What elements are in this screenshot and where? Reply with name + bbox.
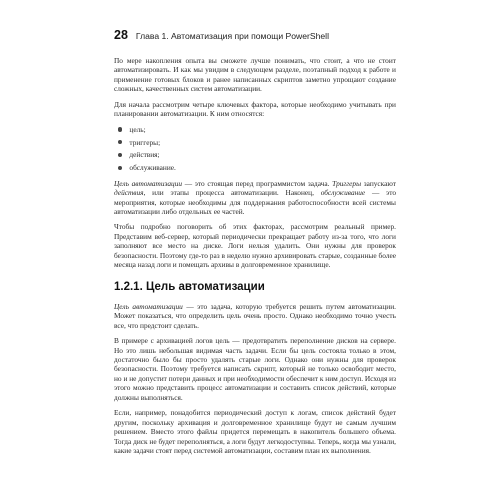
list-item-text: триггеры; bbox=[129, 137, 161, 147]
list-item bbox=[118, 138, 396, 148]
running-head: Глава 1. Автоматизация при помощи PowerShell bbox=[135, 31, 329, 41]
definitions-text-1: — это стоящая перед программистом задача. bbox=[182, 178, 333, 188]
list-item-text: обслуживание. bbox=[129, 163, 176, 173]
factors-list bbox=[114, 125, 396, 173]
definitions-text-4: — это мероприятия, которые необходимы для поддержания работоспособности всей системы автоматизации либо отдельных ее частей. bbox=[114, 188, 396, 217]
list-item bbox=[118, 163, 396, 173]
goal-paragraph bbox=[114, 302, 396, 330]
example-paragraph: Чтобы подробно поговорить об этих факторах, рассмотрим реальный пример. Представим веб-сервер, который периодически прекращает работу из-за того, что логи заполняют все место на диске. Логи нельзя удалить. Они нужны для проверок безопасности. Поэтому где-то раз в неделю нужно архивировать старые, созданные более месяца назад логи и помещать архивы в долговременное хранилище. bbox=[114, 222, 396, 270]
term-triggers: Триггеры bbox=[332, 178, 362, 188]
bullet-icon bbox=[118, 127, 122, 131]
factors-intro-paragraph: Для начала рассмотрим четыре ключевых фактора, которые необходимо учитывать при планировании автоматизации. К ним относятся: bbox=[114, 99, 396, 119]
archive-paragraph: В примере с архивацией логов цель — предотвратить переполнение дисков на сервере. Но это лишь небольшая видимая часть задачи. Если бы цель состояла только в этом, достаточно было бы просто удалять старые логи. Однако они нужны для проверок безопасности. Поэтому требуется написать скрипт, который не только освободит место, но и не допустит потери данных и при необходимости обеспечит к ним доступ. Исходя из этого можно представить процесс автоматизации и составить список действий, которые должны выполняться. bbox=[114, 336, 396, 402]
term-actions: действия bbox=[114, 188, 144, 198]
definitions-paragraph bbox=[114, 179, 396, 217]
list-item-text: действия; bbox=[129, 150, 160, 160]
term-goal-definition: Цель автоматизации bbox=[114, 301, 183, 311]
intro-paragraph: По мере накопления опыта вы сможете лучше понимать, что стоит, а что не стоит автоматизировать. И как мы увидим в следующем разделе, поэтапный подход к работе и применение готовых блоков и ранее написанных скриптов заметно упрощают создание сложных, качественных систем автоматизации. bbox=[114, 56, 396, 94]
page-header bbox=[114, 28, 329, 44]
goal-paragraph-text: — это задача, которую требуется решить путем автоматизации. Может показаться, что определить цель очень просто. Однако необходимо точно учесть все, что предстоит сделать. bbox=[114, 301, 397, 330]
list-item bbox=[118, 150, 396, 160]
term-maintenance: обслуживание bbox=[320, 188, 366, 198]
list-item bbox=[118, 125, 396, 135]
section-heading: 1.2.1. Цель автоматизации bbox=[114, 280, 265, 293]
last-paragraph: Если, например, понадобится периодический доступ к логам, список действий будет другим, поскольку архивация и долговременное хранилище будут не самым лучшим решением. Вместо этого файлы придется перемещать в накопитель большего объема. Тогда диск не будет переполняться, а логи будут легкодоступны. Теперь, когда мы узнали, какие задачи стоят перед системой автоматизации, составим план их выполнения. bbox=[114, 408, 396, 456]
definitions-text-3: , или этапы процесса автоматизации. Наконец, bbox=[143, 188, 321, 198]
bullet-icon bbox=[118, 153, 122, 157]
bullet-icon bbox=[118, 140, 122, 144]
page-body bbox=[114, 56, 396, 462]
list-item-text: цель; bbox=[129, 124, 146, 134]
definitions-text-2: запускают bbox=[361, 178, 396, 188]
page-number: 28 bbox=[114, 28, 128, 42]
bullet-icon bbox=[118, 166, 122, 170]
term-goal: Цель автоматизации bbox=[114, 178, 183, 188]
